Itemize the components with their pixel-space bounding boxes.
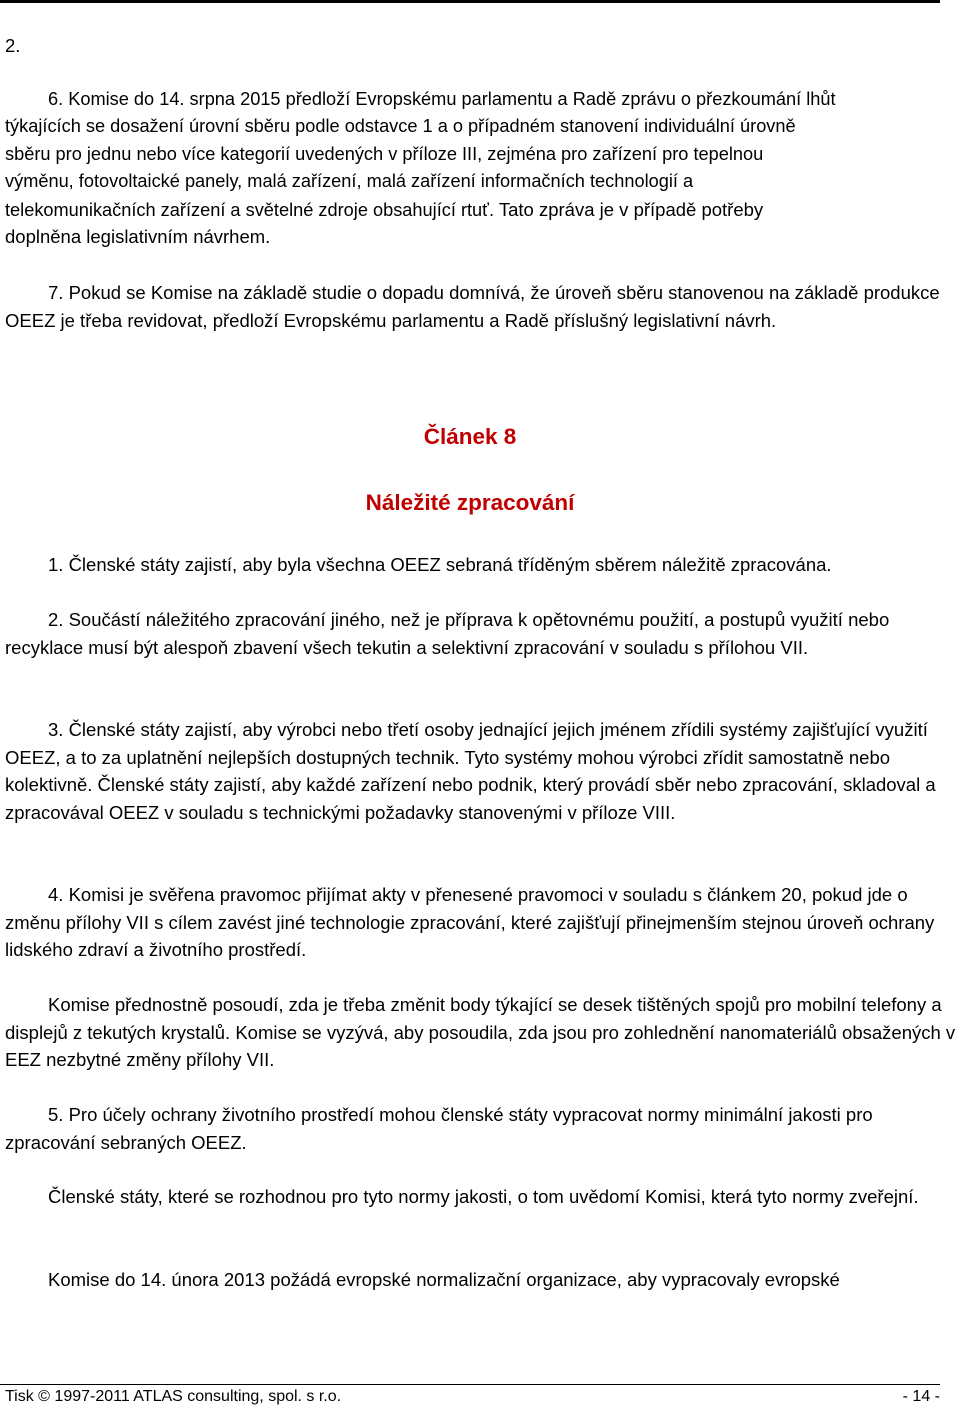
paragraph-6-line-1: 6. Komise do 14. srpna 2015 předloží Evropskému parlamentu a Radě zprávu o přezkoumání lhůt <box>48 89 836 109</box>
article-paragraph-1: 1. Členské státy zajistí, aby byla všechna OEEZ sebraná tříděným sběrem náležitě zpracována. <box>48 554 832 575</box>
article-heading: Článek 8 <box>423 424 517 449</box>
paragraph-6-line-6: doplněna legislativním návrhem. <box>5 226 271 247</box>
header-rule <box>0 0 940 3</box>
paragraph-6-line-5-part-2: Tato zpráva je v případě potřeby <box>498 199 764 220</box>
article-paragraph-3: 3. Členské státy zajistí, aby výrobci nebo třetí osoby jednající jejich jménem zřídili systémy zajišťující využití OEEZ, a to za uplatnění nejlepších dostupných technik. Tyto systémy mohou výrobci zřídit samostatně nebo kolektivně. Členské státy zajistí, aby každé zařízení nebo podnik, který provádí sběr nebo zpracování, skladoval a zpracovával OEEZ v souladu s technickými požadavky stanovenými v příloze VIII. <box>5 719 936 823</box>
footer-page-number: - 14 - <box>902 1388 940 1405</box>
article-paragraph-5b: Členské státy, které se rozhodnou pro tyto normy jakosti, o tom uvědomí Komisi, která tyto normy zveřejní. <box>48 1186 919 1207</box>
article-paragraph-5: 5. Pro účely ochrany životního prostředí mohou členské státy vypracovat normy minimální jakosti pro zpracování sebraných OEEZ. <box>5 1104 873 1153</box>
article-paragraph-4b: Komise přednostně posoudí, zda je třeba změnit body týkající se desek tištěných spojů pro mobilní telefony a displejů z tekutých krystalů. Komise se vyzývá, aby posoudila, zda jsou pro zohlednění nanomateriálů obsažených v EEZ nezbytné změny přílohy VII. <box>5 994 956 1070</box>
paragraph-6-line-4: výměnu, fotovoltaické panely, malá zařízení, malá zařízení informačních technologií a <box>5 171 694 191</box>
paragraph-6-line-2: týkajících se dosažení úrovní sběru podle odstavce 1 a o případném stanovení individuální úrovně <box>5 116 796 136</box>
footer-copyright: Tisk © 1997-2011 ATLAS consulting, spol. s r.o. <box>5 1388 342 1405</box>
paragraph-6-line-5-part-1: telekomunikačních zařízení a světelné zdroje obsahující rtuť. <box>5 200 495 220</box>
paragraph-7: 7. Pokud se Komise na základě studie o dopadu domnívá, že úroveň sběru stanovenou na základě produkce OEEZ je třeba revidovat, předloží Evropskému parlamentu a Radě příslušný legislativní návrh. <box>5 282 940 331</box>
footer-rule <box>0 1384 940 1385</box>
article-paragraph-4: 4. Komisi je svěřena pravomoc přijímat akty v přenesené pravomoci v souladu s článkem 20, pokud jde o změnu přílohy VII s cílem zavést jiné technologie zpracování, které zajišťují přinejmenším stejnou úroveň ochrany lidského zdraví a životního prostředí. <box>5 884 935 960</box>
page-number-top: 2. <box>5 35 21 56</box>
article-paragraph-2: 2. Součástí náležitého zpracování jiného, než je příprava k opětovnému použití, a postupů využití nebo recyklace musí být alespoň zbavení všech tekutin a selektivní zpracování v souladu s přílohou VII. <box>5 609 890 658</box>
paragraph-6-line-3: sběru pro jednu nebo více kategorií uvedených v příloze III, zejména pro zařízení pro tepelnou <box>5 144 764 164</box>
article-paragraph-5c: Komise do 14. února 2013 požádá evropské normalizační organizace, aby vypracovaly evropské <box>48 1269 840 1290</box>
paragraph-6-line-5 <box>5 196 763 225</box>
article-title: Náležité zpracování <box>365 490 575 515</box>
